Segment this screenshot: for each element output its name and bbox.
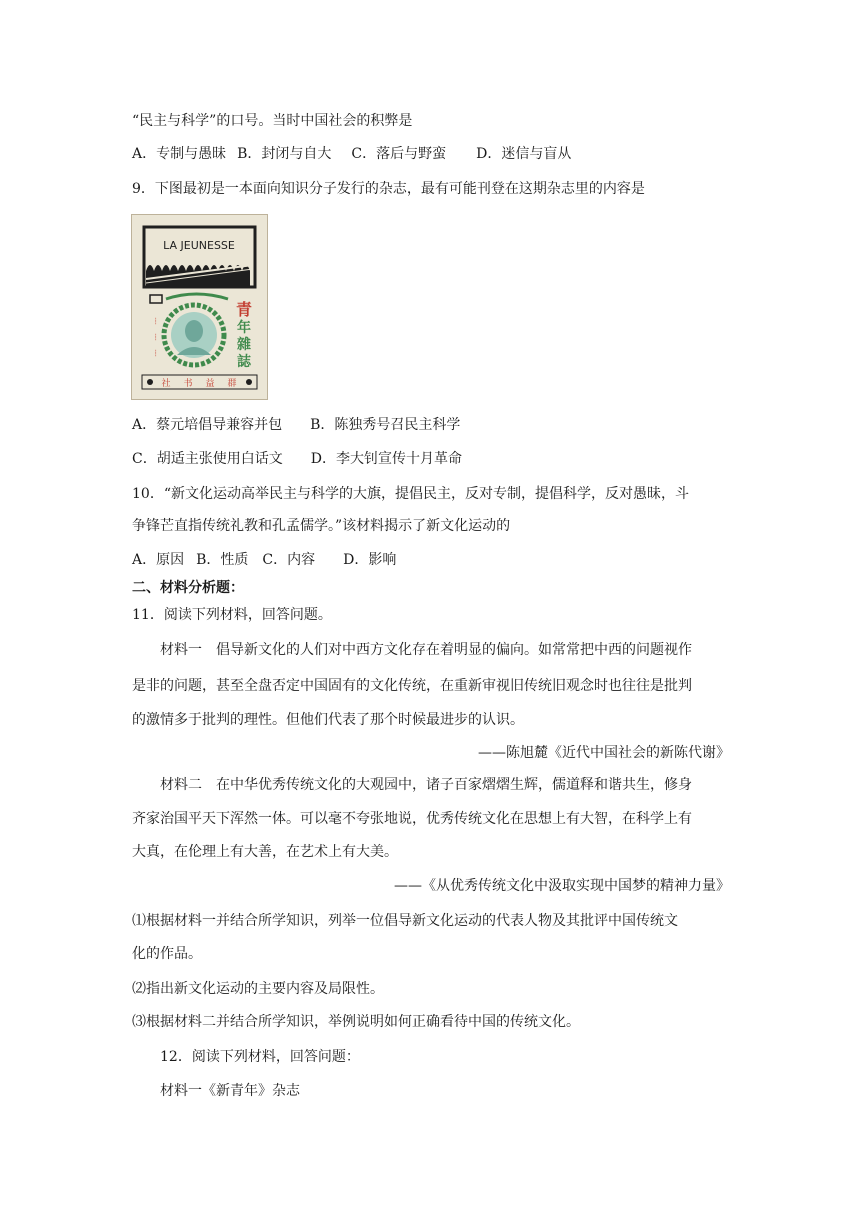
q8-options — [132, 144, 730, 164]
text-line: “民主与科学”的口号。当时中国社会的积弊是 — [132, 113, 413, 129]
magazine-cover-illustration — [132, 215, 267, 399]
subquestion-3: ⑶根据材料二并结合所学知识，举例说明如何正确看待中国的传统文化。 — [132, 1014, 580, 1030]
option-d: D．迷信与盲从 — [476, 146, 572, 162]
subquestion-1-line1: ⑴根据材料一并结合所学知识，列举一位倡导新文化运动的代表人物及其批评中国传统文 — [132, 913, 678, 929]
cover-label-char-1: 社 — [161, 379, 171, 389]
option-a: A．专制与愚昧 — [132, 146, 227, 162]
material2-source: ——《从优秀传统文化中汲取实现中国梦的精神力量》 — [394, 878, 730, 894]
cover-title-char-4: 誌 — [237, 354, 251, 370]
subquestion-1-line2: 化的作品。 — [132, 946, 202, 962]
material1-source: ——陈旭麓《近代中国社会的新陈代谢》 — [478, 745, 730, 761]
question-9: 9．下图最初是一本面向知识分子发行的杂志，最有可能刊登在这期杂志里的内容是 — [132, 181, 645, 197]
subquestion-2: ⑵指出新文化运动的主要内容及局限性。 — [132, 981, 384, 997]
svg-text:┆: ┆ — [154, 334, 158, 341]
question-10-line1: 10．“新文化运动高举民主与科学的大旗，提倡民主，反对专制，提倡科学，反对愚昧，斗 — [132, 486, 689, 502]
option-c: C．内容 — [262, 552, 316, 568]
cover-label-char-2: 书 — [183, 379, 193, 389]
option-a: A．原因 — [132, 552, 185, 568]
cover-label-char-3: 益 — [205, 379, 215, 389]
q9-options-row1 — [132, 415, 730, 435]
option-d: D．影响 — [343, 552, 397, 568]
material1-line2: 是非的问题，甚至全盘否定中国固有的文化传统，在重新审视旧传统旧观念时也往往是批判 — [132, 678, 692, 694]
magazine-cover-image — [131, 214, 268, 400]
question-10-line2: 争锋芒直指传统礼教和孔孟儒学。”该材料揭示了新文化运动的 — [132, 518, 511, 534]
question-12: 12．阅读下列材料，回答问题： — [160, 1049, 360, 1065]
material2-line1: 材料二 在中华优秀传统文化的大观园中，诸子百家熠熠生辉，儒道释和谐共生，修身 — [160, 777, 692, 793]
cover-title-char-2: 年 — [237, 320, 251, 336]
material2-line3: 大真，在伦理上有大善，在艺术上有大美。 — [132, 844, 398, 860]
material1-line3: 的激情多于批判的理性。但他们代表了那个时候最进步的认识。 — [132, 712, 524, 728]
cover-top-title: LA JEUNESSE — [163, 239, 235, 252]
cover-label-char-4: 群 — [227, 379, 237, 389]
svg-text:┆: ┆ — [154, 350, 158, 357]
material1-line1: 材料一 倡导新文化的人们对中西方文化存在着明显的偏向。如常常把中西的问题视作 — [160, 642, 692, 658]
question-11: 11．阅读下列材料，回答问题。 — [132, 607, 332, 623]
q9-options-row2 — [132, 449, 730, 469]
option-a: A．蔡元培倡导兼容并包 — [132, 417, 283, 433]
question-12-material1: 材料一《新青年》杂志 — [160, 1083, 300, 1099]
material2-line2: 齐家治国平天下浑然一体。可以毫不夸张地说，优秀传统文化在思想上有大智，在科学上有 — [132, 811, 692, 827]
q10-options — [132, 550, 730, 570]
option-b: B．封闭与自大 — [237, 146, 332, 162]
option-b: B．性质 — [196, 552, 249, 568]
option-b: B．陈独秀号召民主科学 — [310, 417, 461, 433]
option-d: D．李大钊宣传十月革命 — [310, 451, 462, 467]
section-heading: 二、材料分析题： — [132, 580, 244, 596]
option-c: C．胡适主张使用白话文 — [132, 451, 283, 467]
cover-title-char-1: 青 — [235, 300, 253, 319]
option-c: C．落后与野蛮 — [351, 146, 447, 162]
cover-title-char-3: 雜 — [237, 337, 251, 353]
svg-text:┆: ┆ — [154, 318, 158, 325]
